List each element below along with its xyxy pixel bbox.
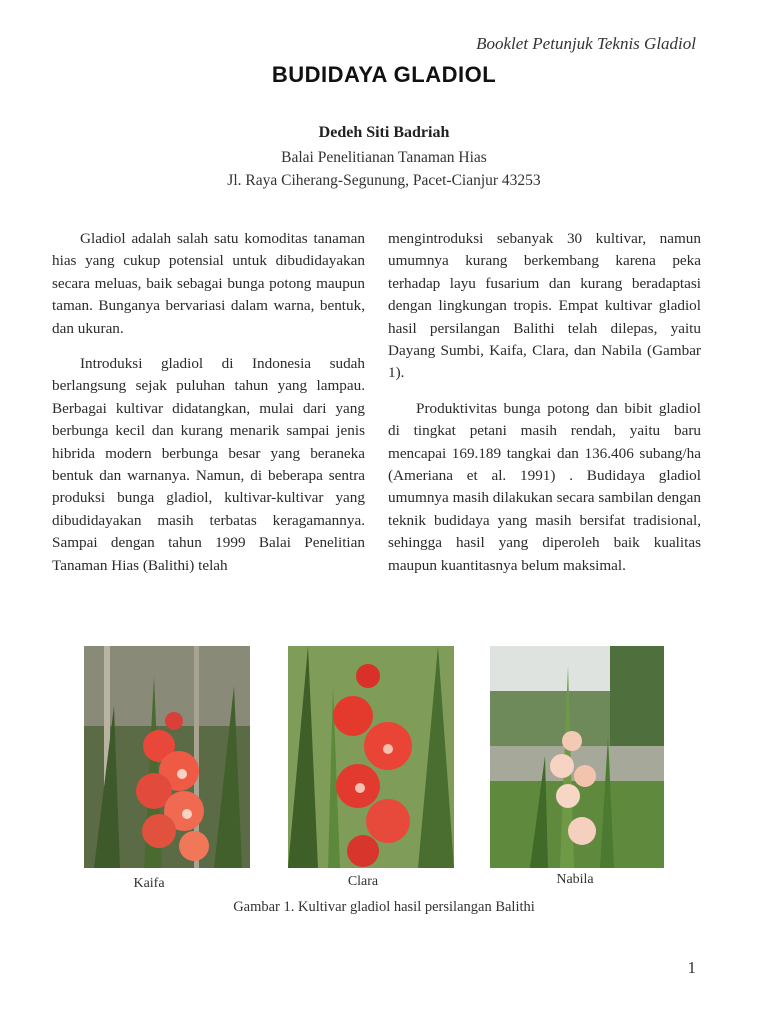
paragraph: Produktivitas bunga potong dan bibit gladiol di tingkat petani masih rendah, yaitu baru mencapai 169.189 tangkai dan 136.406 subang/ha (Ameriana et al. 1991) . Budidaya gladiol umumnya masih dilakukan secara sambilan dengan teknik budidaya yang masih bersifat tradisional, sehingga hasil yang diperoleh baik kualitas maupun kuantitasnya belum maksimal. xyxy=(388,399,701,574)
clara-photo xyxy=(288,646,454,868)
page-number: 1 xyxy=(687,958,696,977)
running-header: Booklet Petunjuk Teknis Gladiol xyxy=(476,34,696,53)
paragraph: Introduksi gladiol di Indonesia sudah berlangsung sejak puluhan tahun yang lampau. Berbagai kultivar didatangkan, mulai dari yang berbunga kecil dan kurang menarik sampai jenis hibrida modern berbunga besar yang beraneka bentuk dan warnanya. Namun, di beberapa sentra produksi bunga gladiol, kultivar-kultivar yang dibudidayakan masih terbatas keragamannya. Sampai dengan tahun 1999 Balai Penelitian Tanaman Hias (Balithi) telah xyxy=(52,355,365,574)
paragraph: Gladiol adalah salah satu komoditas tanaman hias yang cukup potensial untuk dibudidayakan secara meluas, baik sebagai bunga potong maupun taman. Bunganya bervariasi dalam warna, bentuk, dan ukuran. xyxy=(52,230,365,337)
caption-kaifa: Kaifa xyxy=(133,876,165,891)
nabila-photo xyxy=(490,646,664,868)
author-address: Jl. Raya Ciherang-Segunung, Pacet-Cianjur 43253 xyxy=(227,172,541,189)
author-name: Dedeh Siti Badriah xyxy=(318,124,450,141)
page-title: BUDIDAYA GLADIOL xyxy=(271,62,497,87)
caption-nabila: Nabila xyxy=(556,872,594,887)
figure-caption: Gambar 1. Kultivar gladiol hasil persilangan Balithi xyxy=(233,899,535,915)
right-column xyxy=(388,228,701,590)
paragraph-continuation: mengintroduksi sebanyak 30 kultivar, namun umumnya kurang berkembang karena peka terhadap layu fusarium dan kurang beradaptasi dengan lingkungan tropis. Empat kultivar gladiol hasil persilangan Balithi telah dilepas, yaitu Dayang Sumbi, Kaifa, Clara, dan Nabila (Gambar 1). xyxy=(388,230,701,382)
caption-clara: Clara xyxy=(347,874,379,889)
left-column xyxy=(52,228,365,590)
kaifa-photo xyxy=(84,646,250,868)
author-institution: Balai Penelitianan Tanaman Hias xyxy=(281,149,487,166)
